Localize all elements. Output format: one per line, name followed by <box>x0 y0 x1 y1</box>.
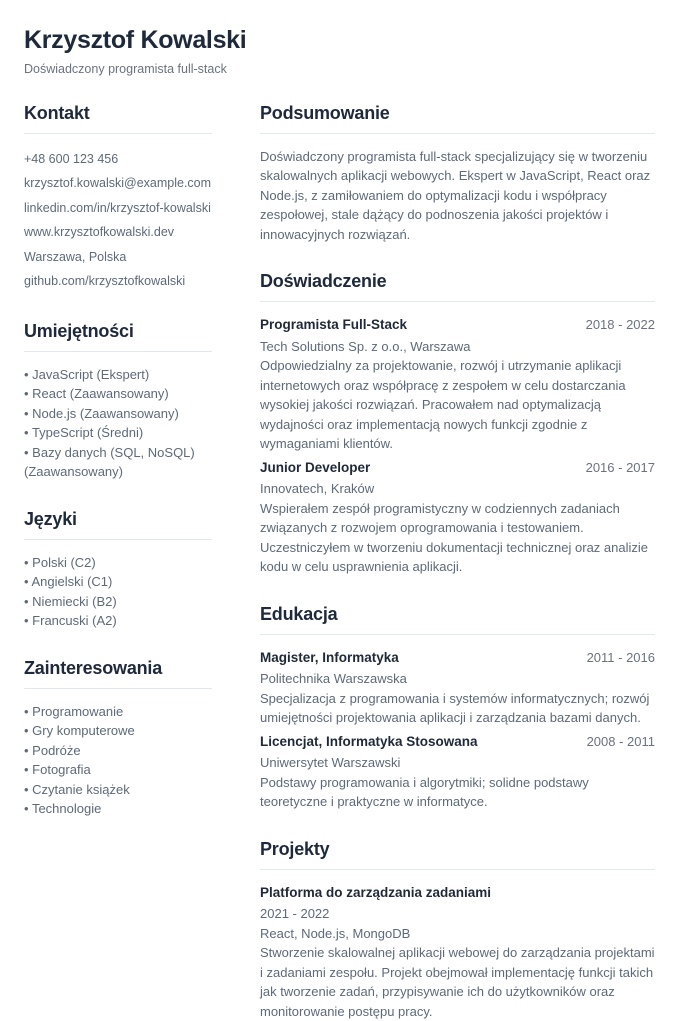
projects-heading: Projekty <box>260 839 655 870</box>
contact-item: +48 600 123 456 <box>24 151 119 166</box>
skills-list <box>24 365 212 482</box>
skills-heading: Umiejętności <box>24 321 212 352</box>
education-entry <box>260 648 655 728</box>
experience-entry <box>260 315 655 454</box>
entry-description: Odpowiedzialny za projektowanie, rozwój i utrzymanie aplikacji internetowych oraz współpracę z zespołem w celu dostarczania wysokiej jakości rozwiązań. Pracowałem nad optymalizacją wydajności oraz implementacją nowych funkcji zgodnie z wymaganiami klientów. <box>260 358 626 452</box>
entry-head <box>260 315 655 335</box>
contact-item: www.krzysztofkowalski.dev <box>24 225 175 240</box>
experience-entries <box>260 315 655 577</box>
entry-technologies: React, Node.js, MongoDB <box>260 925 411 941</box>
contact-item: krzysztof.kowalski@example.com <box>24 176 212 191</box>
entry-head <box>260 732 655 752</box>
section-skills <box>24 321 212 482</box>
section-experience <box>260 271 655 577</box>
entry-dates: 2021 - 2022 <box>260 906 330 922</box>
skill-item: • Bazy danych (SQL, NoSQL) (Zaawansowany) <box>24 443 212 482</box>
education-entry <box>260 732 655 812</box>
experience-heading: Doświadczenie <box>260 271 655 302</box>
entry-title: Licencjat, Informatyka Stosowana <box>260 733 478 749</box>
contact-item: linkedin.com/in/krzysztof-kowalski <box>24 200 211 215</box>
entry-title: Programista Full-Stack <box>260 317 408 333</box>
contact-list <box>24 147 212 294</box>
contact-item: Warszawa, Polska <box>24 249 127 264</box>
entry-description: Wspierałem zespół programistyczny w codziennych zadaniach związanych z rozwojem oprogramowania i testowaniem. Uczestniczyłem w tworzeniu dokumentacji technicznej oraz analizie kodu w celu usprawnienia aplikacji. <box>260 500 649 575</box>
entry-dates: 2016 - 2017 <box>585 459 655 475</box>
interest-item: • Gry komputerowe <box>24 721 212 741</box>
contact-item: github.com/krzysztofkowalski <box>24 274 186 289</box>
entry-description: Specjalizacja z programowania i systemów informatycznych; rozwój umiejętności projektowania aplikacji i zarządzania bazami danych. <box>260 690 650 726</box>
entry-organization: Tech Solutions Sp. z o.o., Warszawa <box>260 338 471 354</box>
language-item: • Niemiecki (B2) <box>24 592 212 612</box>
entry-organization: Innovatech, Kraków <box>260 481 375 497</box>
language-item: • Polski (C2) <box>24 553 212 573</box>
languages-list <box>24 553 212 631</box>
entry-description: Podstawy programowania i algorytmiki; solidne podstawy teoretyczne i praktyczne w informatyce. <box>260 774 589 810</box>
entry-dates: 2008 - 2011 <box>586 733 655 749</box>
entry-organization: Politechnika Warszawska <box>260 671 407 687</box>
section-projects <box>260 839 655 1021</box>
skill-item: • Node.js (Zaawansowany) <box>24 404 212 424</box>
experience-entry <box>260 458 655 577</box>
interest-item: • Czytanie książek <box>24 780 212 800</box>
education-heading: Edukacja <box>260 604 655 635</box>
entry-organization: Uniwersytet Warszawski <box>260 755 401 771</box>
entry-dates: 2018 - 2022 <box>585 317 655 333</box>
section-contact <box>24 103 212 294</box>
skill-item: • TypeScript (Średni) <box>24 423 212 443</box>
resume-header <box>24 26 655 76</box>
section-languages <box>24 509 212 631</box>
language-item: • Francuski (A2) <box>24 611 212 631</box>
interest-item: • Programowanie <box>24 702 212 722</box>
skill-item: • React (Zaawansowany) <box>24 384 212 404</box>
entry-title: Junior Developer <box>260 459 371 475</box>
summary-text: Doświadczony programista full-stack specjalizujący się w tworzeniu skalowalnych aplikacji webowych. Ekspert w JavaScript, React oraz Node.js, z zamiłowaniem do optymalizacji kodu i współpracy zespołowej, stale dążący do podnoszenia jakości projektów i innowacyjnych rozwiązań. <box>260 148 651 242</box>
person-subtitle: Doświadczony programista full-stack <box>24 61 227 76</box>
language-item: • Angielski (C1) <box>24 572 212 592</box>
interests-list <box>24 702 212 819</box>
education-entries <box>260 648 655 812</box>
skill-item: • JavaScript (Ekspert) <box>24 365 212 385</box>
person-name: Krzysztof Kowalski <box>24 26 247 54</box>
summary-heading: Podsumowanie <box>260 103 655 134</box>
entry-head <box>260 883 655 903</box>
section-education <box>260 604 655 812</box>
languages-heading: Języki <box>24 509 212 540</box>
interest-item: • Technologie <box>24 799 212 819</box>
interest-item: • Fotografia <box>24 760 212 780</box>
entry-title: Platforma do zarządzania zadaniami <box>260 884 492 900</box>
section-interests <box>24 658 212 819</box>
sidebar <box>24 103 212 1021</box>
entry-dates: 2011 - 2016 <box>586 649 655 665</box>
interest-item: • Podróże <box>24 741 212 761</box>
resume-columns <box>24 103 655 1021</box>
contact-heading: Kontakt <box>24 103 212 134</box>
main-content <box>260 103 655 1021</box>
interests-heading: Zainteresowania <box>24 658 212 689</box>
entry-description: Stworzenie skalowalnej aplikacji webowej do zarządzania projektami i zadaniami zespołu. Projekt obejmował implementację funkcji takich jak tworzenie zadań, przypisywanie ich do użytkowników oraz monitorowanie postępu pracy. <box>260 945 655 1019</box>
entry-title: Magister, Informatyka <box>260 649 399 665</box>
entry-head <box>260 458 655 478</box>
project-entry <box>260 883 655 1021</box>
entry-head <box>260 648 655 668</box>
project-entries <box>260 883 655 1021</box>
section-summary <box>260 103 655 245</box>
